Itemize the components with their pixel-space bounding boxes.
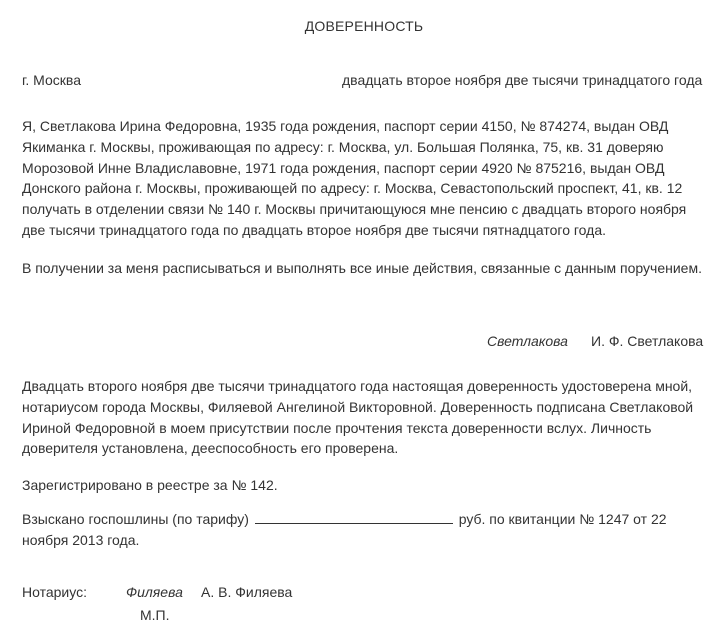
registry-line: Зарегистрировано в реестре за № 142. xyxy=(22,477,278,493)
principal-signature: Светлакова xyxy=(487,333,568,349)
principal-name: И. Ф. Светлакова xyxy=(591,333,704,349)
seal-place: М.П. xyxy=(140,607,170,623)
notary-certification-paragraph: Двадцать второго ноября две тысячи тринадцатого года настоящая доверенность удостоверена мной, нотариусом города Москвы, Филяевой Ангелиной Викторовной. Доверенность подписана Светлаковой Ириной Федоровной в моем присутствии после прочтения текста доверенности вслух. Личность доверителя установлена, дееспособность его проверена. xyxy=(22,378,694,457)
fee-suffix: руб. по квитанции № 1247 от 22 ноября 2013 года. xyxy=(22,511,667,548)
main-paragraph: Я, Светлакова Ирина Федоровна, 1935 года рождения, паспорт серии 4150, № 874274, выдан ОВД Якиманка г. Москвы, проживающая по адресу: г. Москва, ул. Большая Полянка, 75, кв. 31 доверяю Морозовой Инне Владиславовне, 1971 года рождения, паспорт серии 4920 № 875216, выдан ОВД Донского района г. Москвы, проживающей по адресу: г. Москва, Севастопольский проспект, 41, кв. 12 получать в отделении связи № 140 г. Москвы причитающуюся мне пенсию с двадцать второго ноября две тысячи тринадцатого года по двадцать второе ноября две тысячи пятнадцатого года. xyxy=(22,118,687,238)
fee-paragraph xyxy=(22,509,712,551)
document-place: г. Москва xyxy=(22,72,81,88)
fee-blank-line xyxy=(255,510,453,524)
notary-label: Нотариус: xyxy=(22,584,87,600)
document-title: ДОВЕРЕННОСТЬ xyxy=(304,18,424,34)
fee-prefix: Взыскано госпошлины (по тарифу) xyxy=(22,511,249,527)
notary-name: А. В. Филяева xyxy=(201,584,293,600)
notary-signature: Филяева xyxy=(126,584,183,600)
document-date: двадцать второе ноября две тысячи тринадцатого года xyxy=(342,72,703,88)
authority-paragraph: В получении за меня расписываться и выполнять все иные действия, связанные с данным поручением. xyxy=(22,260,702,276)
